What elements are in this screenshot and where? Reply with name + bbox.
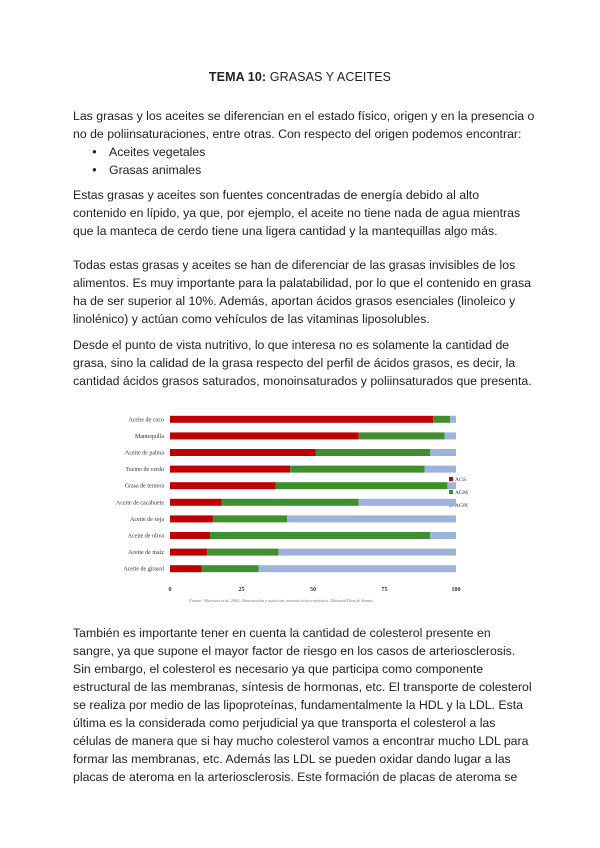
bar-segment-ags xyxy=(170,499,221,506)
legend-swatch xyxy=(449,503,453,507)
bar-segment-agm xyxy=(276,482,448,489)
category-label: Aceite de palma xyxy=(125,450,164,457)
bar-segment-agpi xyxy=(425,466,456,473)
bar-segment-agpi xyxy=(430,532,456,539)
category-label: Mantequilla xyxy=(135,433,164,440)
category-label: Aceite de oliva xyxy=(127,533,164,540)
paragraph-intro: Las grasas y los aceites se diferencian en el estado físico, origen y en la presencia o no de poliinsaturaciones, entre otras. Con respecto del origen podemos encontrar: xyxy=(73,109,535,141)
bar-segment-agpi xyxy=(450,416,456,423)
fatty-acid-chart xyxy=(92,397,470,607)
legend-label: AGM xyxy=(455,490,468,496)
bar-segment-ags xyxy=(170,416,433,423)
x-tick-label: 100 xyxy=(451,587,461,593)
bar-segment-agm xyxy=(359,432,445,439)
category-label: Aceite de girasol xyxy=(123,566,164,573)
origin-list xyxy=(92,143,205,179)
list-item: ● Aceites vegetales xyxy=(92,143,205,161)
category-label: Tocino de cerdo xyxy=(125,467,164,474)
legend-label: AGPI xyxy=(455,503,468,509)
bar-segment-ags xyxy=(170,449,316,456)
page-title xyxy=(0,70,600,84)
x-tick-label: 25 xyxy=(238,587,245,593)
bar-segment-agm xyxy=(433,416,450,423)
legend-swatch xyxy=(449,477,453,481)
bar-segment-agm xyxy=(316,449,430,456)
bar-segment-agm xyxy=(207,549,279,556)
bar-segment-agm xyxy=(290,466,424,473)
title-number: TEMA 10: xyxy=(208,70,267,84)
paragraph-nutritional-quality: Desde el punto de vista nutritivo, lo que interesa no es solamente la cantidad de grasa, sino la calidad de la grasa respecto del perfil de ácidos grasos, es decir, la cantidad ácidos grasos saturados, monoinsaturados y poliinsaturados que presenta. xyxy=(73,338,532,388)
bar-segment-ags xyxy=(170,466,290,473)
bar-segment-ags xyxy=(170,432,359,439)
category-label: Aceite de maíz xyxy=(128,550,164,557)
title-text: GRASAS Y ACEITES xyxy=(266,70,392,84)
category-label: Aceite de soja xyxy=(130,516,164,523)
paragraph-energy: Estas grasas y aceites son fuentes concentradas de energía debido al alto contenido en lípido, ya que, por ejemplo, el aceite no tiene nada de agua mientras que la manteca de cerdo tiene una ligera cantidad y la mantequillas algo más. xyxy=(73,188,521,238)
bar-segment-ags xyxy=(170,515,213,522)
chart-source: Fuente: Vilarrasa et al. 2005. Alimentación y nutrición: manual teórico-práctico. Editorial Díaz de Santos xyxy=(189,598,373,603)
x-tick-label: 50 xyxy=(310,587,316,593)
bar-segment-agpi xyxy=(430,449,456,456)
bar-segment-agpi xyxy=(279,549,456,556)
bar-segment-agpi xyxy=(287,515,456,522)
chart-svg xyxy=(92,397,470,607)
paragraph-invisible-fats: Todas estas grasas y aceites se han de diferenciar de las grasas invisibles de los alimentos. Es muy importante para la palatabilidad, por lo que el contenido en grasa ha de ser superior al 10%. Además, aportan ácidos grasos esenciales (linoleico y linolénico) y actúan como vehículos de las vitaminas liposolubles. xyxy=(73,258,531,326)
legend-label: AGS xyxy=(455,477,467,483)
paragraph-cholesterol: También es importante tener en cuenta la cantidad de colesterol presente en sangre, ya que supone el mayor factor de riesgo en los casos de arteriosclerosis. Sin embargo, el colesterol es necesario ya que participa como componente estructural de las membranas, síntesis de hormonas, etc. El transporte de colesterol se realiza por medio de las lipoproteínas, fundamentalmente la HDL y la LDL. Esta última es la considerada como perjudicial ya que transporta el colesterol a las células de manera que si hay mucho colesterol vamos a encontrar mucho LDL para formar las membranas, etc. Además las LDL se pueden oxidar dando lugar a las placas de ateroma en la arteriosclerosis. Este formación de placas de ateroma se xyxy=(73,626,532,784)
list-item: ● Grasas animales xyxy=(92,161,205,179)
bar-segment-agm xyxy=(221,499,358,506)
bar-segment-ags xyxy=(170,549,207,556)
x-tick-label: 0 xyxy=(168,587,172,593)
category-label: Grasa de ternera xyxy=(124,483,164,490)
bar-segment-ags xyxy=(170,565,201,572)
bar-segment-agm xyxy=(210,532,430,539)
bar-segment-agm xyxy=(201,565,258,572)
x-tick-label: 75 xyxy=(381,587,388,593)
bar-segment-ags xyxy=(170,532,210,539)
bar-segment-agpi xyxy=(445,432,456,439)
legend-swatch xyxy=(449,490,453,494)
bar-segment-ags xyxy=(170,482,276,489)
bar-segment-agpi xyxy=(359,499,456,506)
bar-segment-agpi xyxy=(447,482,456,489)
bar-segment-agm xyxy=(213,515,287,522)
category-label: Aceite de cacahuete xyxy=(116,500,164,507)
bar-segment-agpi xyxy=(259,565,456,572)
category-label: Aceite de coco xyxy=(128,417,164,424)
